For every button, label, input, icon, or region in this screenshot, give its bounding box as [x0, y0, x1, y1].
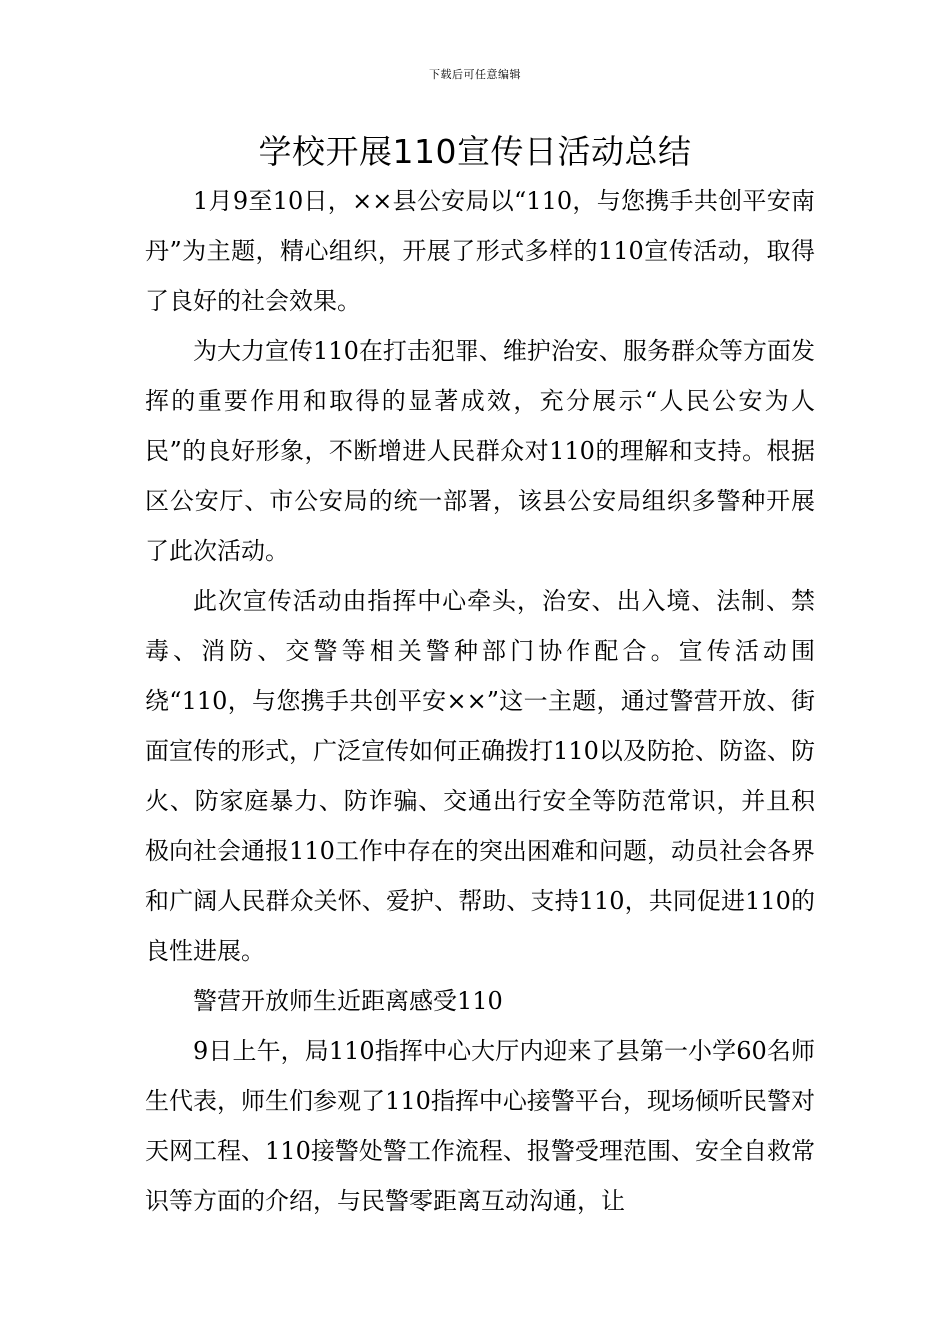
paragraph-intro: 1月9至10日，××县公安局以“110，与您携手共创平安南丹”为主题，精心组织，开展了形式多样的110宣传活动，取得了良好的社会效果。 — [145, 187, 815, 315]
paragraph-activity: 此次宣传活动由指挥中心牵头，治安、出入境、法制、禁毒、消防、交警等相关警种部门协作配合。宣传活动围绕“110，与您携手共创平安××”这一主题，通过警营开放、街面宣传的形式，广泛宣传如何正确拨打110以及防抢、防盗、防火、防家庭暴力、防诈骗、交通出行安全等防范常识，并且积极向社会通报110工作中存在的突出困难和问题，动员社会各界和广阔人民群众关怀、爱护、帮助、支持110，共同促进110的良性进展。 — [145, 587, 815, 965]
section-heading: 警营开放师生近距离感受110 — [193, 987, 503, 1015]
header-note: 下载后可任意编辑 — [429, 68, 521, 81]
document-body — [145, 176, 815, 1226]
paragraph-purpose: 为大力宣传110在打击犯罪、维护治安、服务群众等方面发挥的重要作用和取得的显著成效，充分展示“人民公安为人民”的良好形象，不断增进人民群众对110的理解和支持。根据区公安厅、市公安局的统一部署，该县公安局组织多警种开展了此次活动。 — [145, 337, 815, 565]
document-title: 学校开展110宣传日活动总结 — [258, 132, 692, 171]
paragraph-visit: 9日上午，局110指挥中心大厅内迎来了县第一小学60名师生代表，师生们参观了110指挥中心接警平台，现场倾听民警对天网工程、110接警处警工作流程、报警受理范围、安全自救常识等方面的介绍，与民警零距离互动沟通，让 — [145, 1037, 815, 1215]
